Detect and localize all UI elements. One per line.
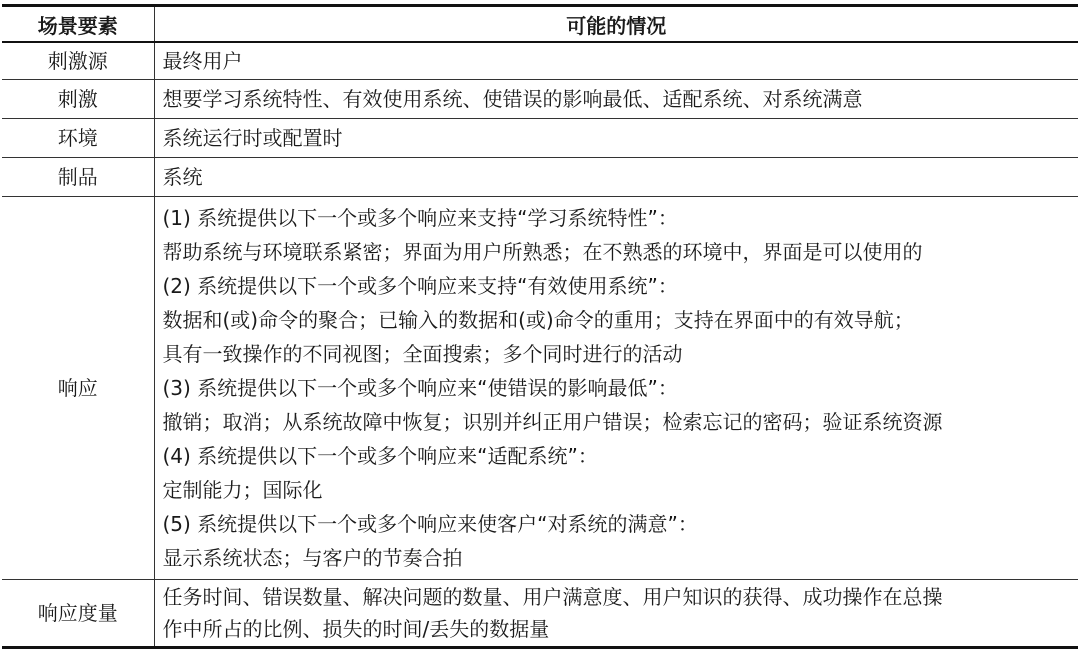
row-line: 任务时间、错误数量、解决问题的数量、用户满意度、用户知识的获得、成功操作在总操 [162,585,943,609]
table-row [2,80,1078,119]
row-line: (2) 系统提供以下一个或多个响应来支持“有效使用系统”： [162,274,678,298]
row-line: 具有一致操作的不同视图；全面搜索；多个同时进行的活动 [162,342,683,366]
row-line: (4) 系统提供以下一个或多个响应来“适配系统”： [162,444,598,468]
row-value [154,158,1078,197]
table-row [2,580,1078,648]
row-line: 最终用户 [162,49,243,73]
row-value [154,119,1078,158]
row-key: 响应 [2,197,154,580]
scenario-table [2,4,1078,649]
header-scenario-element: 场景要素 [2,6,154,43]
row-key: 制品 [2,158,154,197]
table-row [2,197,1078,580]
table-row [2,158,1078,197]
row-key: 刺激 [2,80,154,119]
row-value [154,580,1078,648]
row-value [154,80,1078,119]
row-line: 数据和(或)命令的聚合；已输入的数据和(或)命令的重用；支持在界面中的有效导航； [162,308,914,332]
row-line: 想要学习系统特性、有效使用系统、使错误的影响最低、适配系统、对系统满意 [162,87,863,111]
row-line: 帮助系统与环境联系紧密；界面为用户所熟悉；在不熟悉的环境中，界面是可以使用的 [162,240,923,264]
row-key: 刺激源 [2,42,154,80]
row-line: (5) 系统提供以下一个或多个响应来使客户“对系统的满意”： [162,512,698,536]
table-header-row [2,6,1078,43]
row-line: 定制能力；国际化 [162,478,323,502]
row-line: (1) 系统提供以下一个或多个响应来支持“学习系统特性”： [162,206,678,230]
row-key: 环境 [2,119,154,158]
row-key: 响应度量 [2,580,154,648]
row-line: 作中所占的比例、损失的时间/丢失的数据量 [162,617,550,641]
table-row [2,119,1078,158]
row-line: 撤销；取消；从系统故障中恢复；识别并纠正用户错误；检索忘记的密码；验证系统资源 [162,410,943,434]
row-line: 系统运行时或配置时 [162,126,343,150]
row-line: (3) 系统提供以下一个或多个响应来“使错误的影响最低”： [162,376,678,400]
header-possible-cases: 可能的情况 [154,6,1078,43]
table-row [2,42,1078,80]
row-line: 系统 [162,165,203,189]
row-value [154,197,1078,580]
row-value [154,42,1078,80]
row-line: 显示系统状态；与客户的节奏合拍 [162,546,463,570]
